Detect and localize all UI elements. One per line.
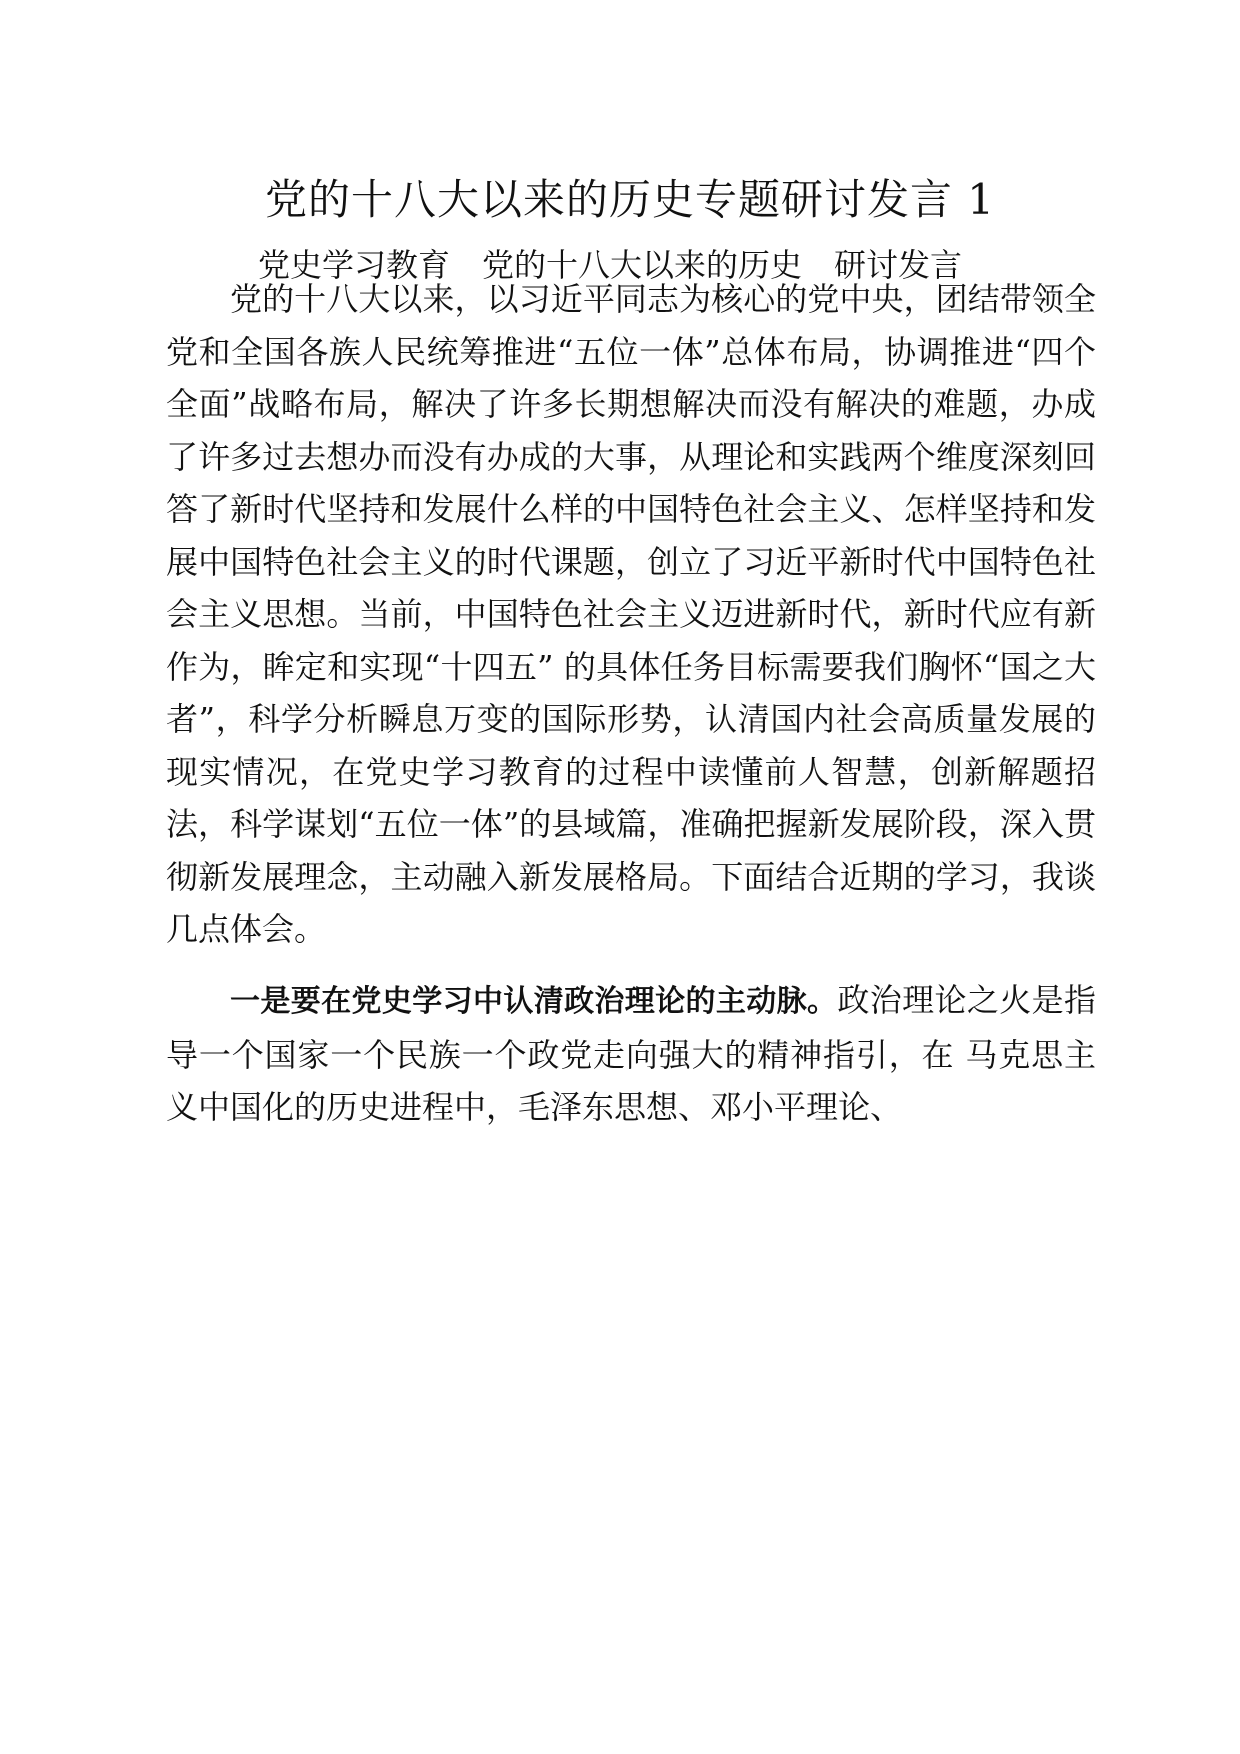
document-keywords: 党史学习教育 党的十八大以来的历史 研讨发言 (258, 246, 963, 284)
body-paragraph: 党的十八大以来，以习近平同志为核心的党中央，团结带领全党和全国各族人民统筹推进“五位一体”总体布局，协调推进“四个全面”战略布局，解决了许多长期想解决而没有解决的难题，办成了许多过去想办而没有办成的大事，从理论和实践两个维度深刻回答了新时代坚持和发展什么样的中国特色社会主义、怎样坚持和发展中国特色社会主义的时代课题，创立了习近平新时代中国特色社会主义思想。当前，中国特色社会主义迈进新时代，新时代应有新作为，眸定和实现“十四五” 的具体任务目标需要我们胸怀“国之大者”，科学分析瞬息万变的国际形势，认清国内社会高质量发展的现实情况，在党史学习教育的过程中读懂前人智慧，创新解题招法，科学谋划“五位一体”的县域篇，准确把握新发展阶段，深入贯彻新发展理念，主动融入新发展格局。下面结合近期的学习，我谈几点体会。 (166, 280, 1096, 948)
paragraph-lead-sentence: 一是要在党史学习中认清政治理论的主动脉。 (230, 984, 838, 1019)
paragraph-text: 政治理论之火是指导一个国家一个民族一个政党走向强大的精神指引，在 马克思主义中国化的历史进程中，毛泽东思想、邓小平理论、 (166, 981, 1096, 1126)
document-title: 党的十八大以来的历史专题研讨发言 1 (264, 175, 996, 224)
body-paragraph (166, 974, 1096, 1134)
